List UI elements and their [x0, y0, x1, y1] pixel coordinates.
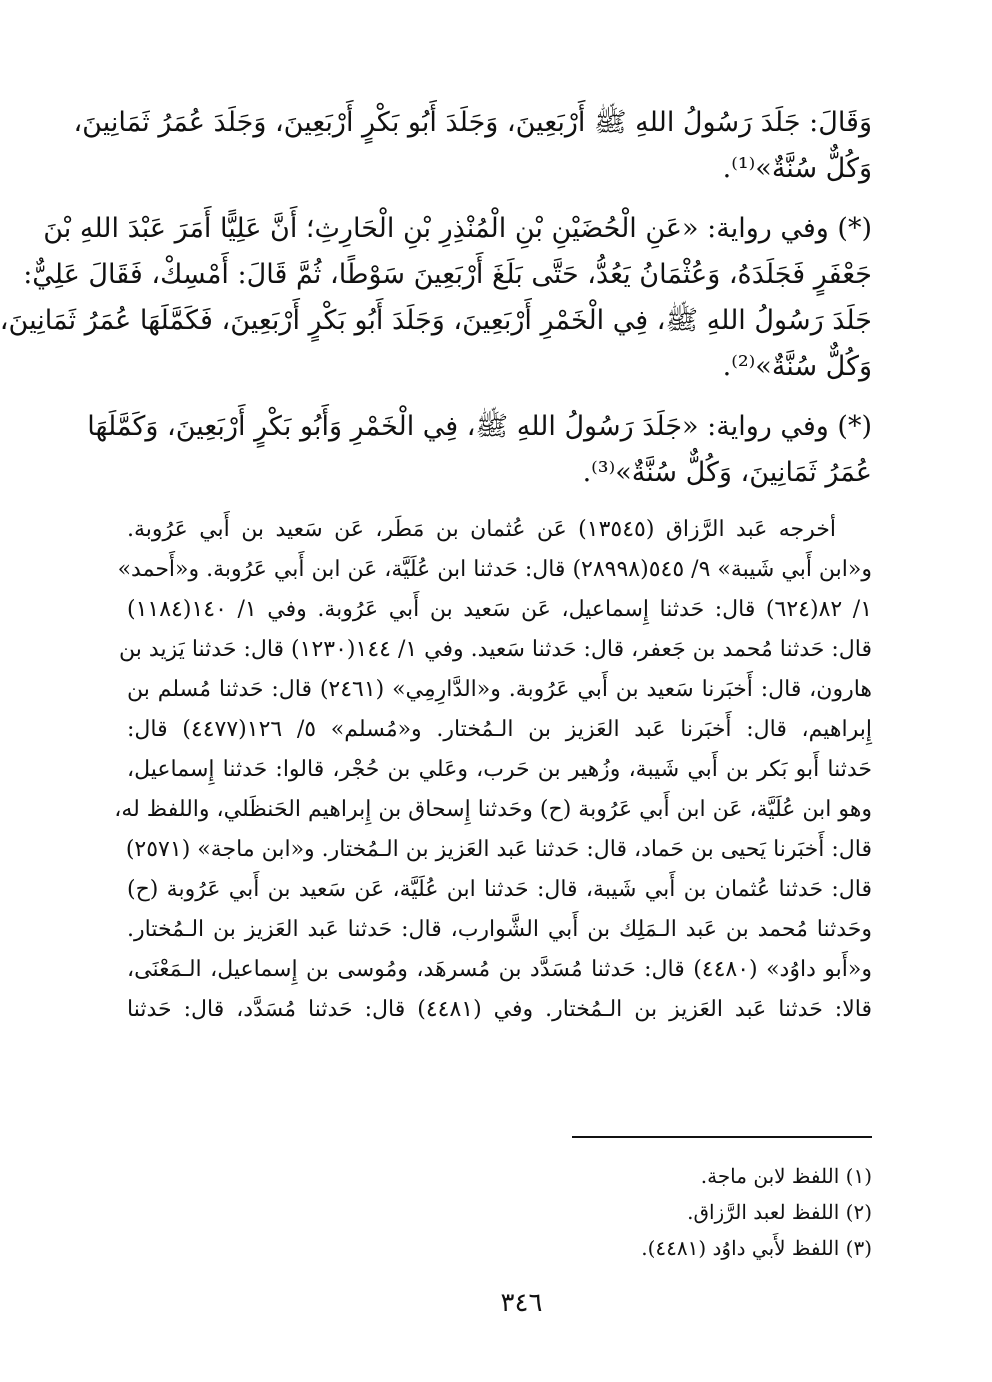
text-line: إِبراهيم، قال: أَخبَرنا عَبد العَزيز بن الـمُختار. و«مُسلم» ٥/ ١٢٦(٤٤٧٧) قال: [127, 717, 872, 742]
footnotes [641, 1158, 872, 1266]
text-line: جَعْفَرٍ فَجَلَدَهُ، وَعُثْمَانُ يَعُدُّ، حَتَّى بَلَغَ أَرْبَعِينَ سَوْطًا، ثُمَّ قَالَ: أَمْسِكْ، فَقَالَ عَلِيٌّ: [23, 259, 872, 290]
text-line: وحَدثنا مُحمد بن عَبد الـمَلِك بن أَبي الشَّوارب، قال: حَدثنا عَبد العَزيز بن الـمُختار. [127, 917, 872, 942]
footnote: (١) اللفظ لابن ماجة. [700, 1164, 872, 1188]
text-line: قالا: حَدثنا عَبد العَزيز بن الـمُختار. وفي (٤٤٨١) قال: حَدثنا مُسَدَّد، قال: حَدثنا [127, 997, 872, 1022]
text-line: وهو ابن عُلَيَّة، عَن ابن أَبي عَرُوبة (ح) وحَدثنا إِسحاق بن إِبراهيم الحَنظَلي، واللفظ له، [114, 797, 872, 822]
hadith-paragraph-3 [87, 404, 872, 496]
footnote: (٢) اللفظ لعبد الرَّزاق. [687, 1200, 872, 1224]
text-line: قال: حَدثنا مُحمد بن جَعفر، قال: حَدثنا سَعيد. وفي ١/ ١٤٤(١٢٣٠) قال: حَدثنا يَزيد بن [119, 637, 872, 662]
page-number: ٣٤٦ [500, 1288, 543, 1318]
hadith-paragraph-2 [0, 206, 872, 390]
text-line: قال: أَخبَرنا يَحيى بن حَماد، قال: حَدثنا عَبد العَزيز بن الـمُختار. و«ابن ماجة» (٢٥٧١) [125, 837, 872, 862]
text-line: ١/ ٨٢(٦٢٤) قال: حَدثنا إِسماعيل، عَن سَعيد بن أَبي عَرُوبة. وفي ١/ ١٤٠(١١٨٤) [127, 597, 873, 622]
footnote: (٣) اللفظ لأَبي داوُد (٤٤٨١). [641, 1236, 872, 1260]
text-line: و«ابن أَبي شَيبة» ٩/ ٥٤٥(٢٨٩٩٨) قال: حَدثنا ابن عُلَيَّة، عَن ابن أَبي عَرُوبة. و«أَحمد» [117, 557, 872, 582]
footnote-separator [572, 1136, 872, 1138]
text-line: أخرجه عَبد الرَّزاق (١٣٥٤٥) عَن عُثمان بن مَطَر، عَن سَعيد بن أَبي عَرُوبة. [127, 517, 837, 542]
text-line: حَدثنا أَبو بَكر بن أَبي شَيبة، وزُهير بن حَرب، وعَلي بن حُجْر، قالوا: حَدثنا إِسماعيل، [127, 757, 872, 782]
text-line: جَلَدَ رَسُولُ اللهِ ﷺ، فِي الْخَمْرِ أَرْبَعِينَ، وَجَلَدَ أَبُو بَكْرٍ أَرْبَعِينَ، فَكَمَّلَهَا عُمَرُ ثَمَانِينَ، [0, 305, 872, 336]
text-line: عُمَرُ ثَمَانِينَ، وَكُلٌّ سُنَّةٌ»⁽³⁾. [582, 457, 872, 488]
text-line: وَكُلٌّ سُنَّةٌ»⁽¹⁾. [722, 153, 872, 184]
text-line: قال: حَدثنا عُثمان بن أَبي شَيبة، قال: حَدثنا ابن عُلَيَّة، عَن سَعيد بن أَبي عَرُوبة (ح) [127, 877, 872, 902]
text-line: (*) وفي رواية: «جَلَدَ رَسُولُ اللهِ ﷺ، فِي الْخَمْرِ وَأَبُو بَكْرٍ أَرْبَعِينَ، وَكَمَّلَهَا [87, 411, 872, 442]
text-line: (*) وفي رواية: «عَنِ الْحُضَيْنِ بْنِ الْمُنْذِرِ بْنِ الْحَارِثِ؛ أَنَّ عَلِيًّا أَمَرَ عَبْدَ اللهِ بْنَ [43, 213, 872, 244]
text-line: وَكُلٌّ سُنَّةٌ»⁽²⁾. [722, 351, 872, 382]
text-line: و«أَبو داوُد» (٤٤٨٠) قال: حَدثنا مُسَدَّد بن مُسرهَد، ومُوسى بن إِسماعيل، الـمَعْنَى، [127, 957, 872, 982]
text-line: وَقَالَ: جَلَدَ رَسُولُ اللهِ ﷺ أَرْبَعِينَ، وَجَلَدَ أَبُو بَكْرٍ أَرْبَعِينَ، وَجَلَدَ عُمَرُ ثَمَانِينَ، [73, 107, 872, 138]
text-line: هارون، قال: أَخبَرنا سَعيد بن أَبي عَرُوبة. و«الدَّارِمِي» (٢٤٦١) قال: حَدثنا مُسلم بن [127, 677, 872, 702]
page-content [0, 100, 873, 1030]
hadith-paragraph-1 [73, 100, 872, 192]
takhrij-paragraph [114, 510, 873, 1030]
